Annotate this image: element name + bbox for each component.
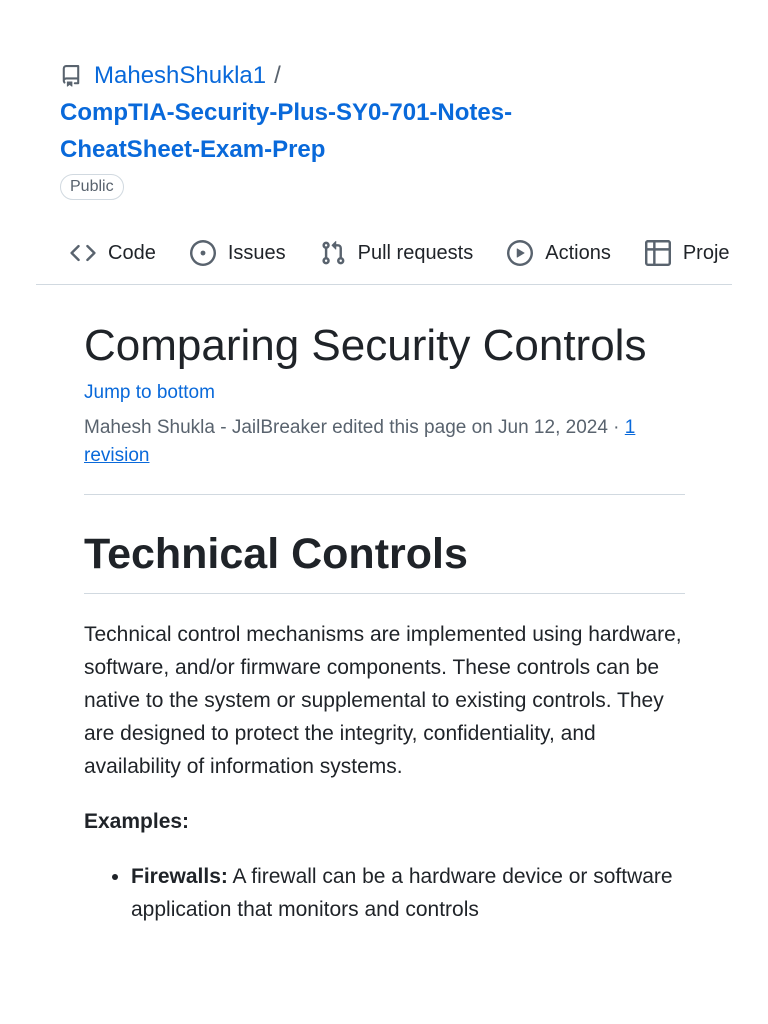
tab-actions[interactable] — [490, 222, 628, 284]
tab-code[interactable] — [36, 222, 173, 284]
section-paragraph: Technical control mechanisms are implemented using hardware, software, and/or firmware components. These controls can be native to the system or supplemental to existing controls. They are designed to protect the integrity, confidentiality, and availability of information systems. — [84, 623, 682, 778]
table-icon — [645, 240, 671, 266]
jump-to-bottom-link[interactable]: Jump to bottom — [84, 382, 215, 403]
repo-nav-tabs — [36, 222, 732, 285]
tab-projects[interactable] — [628, 222, 732, 284]
list-item — [131, 860, 685, 926]
section-heading: Technical Controls — [84, 525, 685, 594]
tab-issues[interactable] — [173, 222, 303, 284]
code-icon — [70, 240, 96, 266]
edit-meta — [84, 414, 685, 495]
tab-issues-label: Issues — [227, 241, 286, 264]
tab-code-label: Code — [108, 241, 156, 264]
page-title: Comparing Security Controls — [84, 321, 647, 370]
tab-pull-requests-label: Pull requests — [357, 241, 474, 264]
examples-list — [84, 860, 685, 926]
tab-actions-label: Actions — [545, 241, 611, 264]
list-item-text: A firewall can be a hardware device or software application that monitors and controls — [131, 865, 673, 921]
list-item-term: Firewalls: — [131, 865, 228, 888]
tab-projects-label: Proje — [682, 241, 730, 264]
repo-header — [60, 58, 700, 200]
revision-link[interactable]: 1 revision — [84, 417, 636, 466]
play-icon — [507, 240, 533, 266]
repo-title-line — [60, 58, 700, 94]
issue-opened-icon — [190, 240, 216, 266]
wiki-content — [84, 318, 685, 926]
repo-owner-link[interactable]: MaheshShukla1 — [94, 62, 267, 89]
tab-pull-requests[interactable] — [303, 222, 491, 284]
repo-separator: / — [274, 62, 281, 89]
examples-label: Examples: — [84, 810, 190, 833]
git-pull-request-icon — [320, 240, 346, 266]
edit-meta-text: Mahesh Shukla - JailBreaker edited this page on Jun 12, 2024 · — [84, 417, 625, 438]
visibility-badge: Public — [60, 174, 124, 200]
repo-name-link[interactable]: CompTIA-Security-Plus-SY0-701-Notes-CheatSheet-Exam-Prep — [60, 99, 513, 163]
repo-icon — [60, 65, 82, 87]
